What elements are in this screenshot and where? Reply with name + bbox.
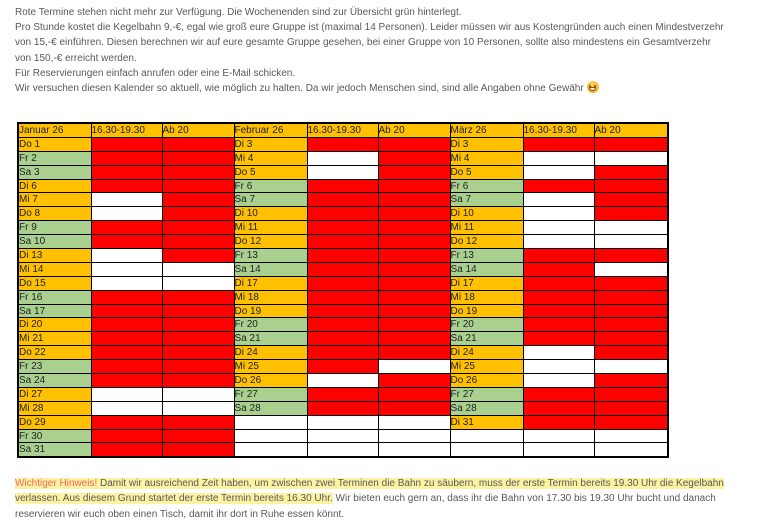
slot-free: [594, 360, 668, 374]
slot-booked: [162, 221, 234, 235]
intro-line-5: Für Reservierungen einfach anrufen oder eine E-Mail schicken.: [15, 67, 296, 79]
date-cell: Di 20: [18, 318, 91, 332]
slot-booked: [91, 165, 162, 179]
date-cell: Di 3: [234, 137, 307, 151]
date-cell: Fr 13: [234, 249, 307, 263]
slot-booked: [162, 235, 234, 249]
slot-booked: [594, 249, 668, 263]
slot-booked: [162, 207, 234, 221]
date-cell: Do 5: [450, 165, 523, 179]
date-cell: Mi 28: [18, 401, 91, 415]
slot1-header-month1: 16.30-19.30: [91, 123, 162, 137]
slot-free: [162, 262, 234, 276]
slot-booked: [307, 346, 378, 360]
slot-booked: [378, 179, 450, 193]
intro-line-4: von 150,-€ erreicht werden.: [15, 52, 137, 64]
slot-booked: [162, 443, 234, 457]
slot-booked: [162, 415, 234, 429]
slot-free: [523, 360, 594, 374]
footer-normal-text: Wir bieten euch gern an, dass ihr die Bahn von 17.30 bis 19.30 Uhr bucht und danach reservieren wir euch oben einen Tisch, damit ihr dort in Ruhe essen könnt.: [15, 493, 716, 520]
availability-calendar: [17, 122, 669, 458]
slot-booked: [91, 318, 162, 332]
date-cell: Do 15: [18, 276, 91, 290]
slot-booked: [523, 249, 594, 263]
date-cell: Do 26: [450, 374, 523, 388]
slot-booked: [307, 318, 378, 332]
slot-booked: [307, 221, 378, 235]
slot-booked: [307, 262, 378, 276]
slot-booked: [594, 304, 668, 318]
slot-booked: [594, 207, 668, 221]
slot-booked: [523, 401, 594, 415]
date-cell: Do 19: [450, 304, 523, 318]
month-header-month2: Februar 26: [234, 123, 307, 137]
slot-booked: [307, 290, 378, 304]
slot-booked: [91, 360, 162, 374]
slot-free: [162, 387, 234, 401]
slot-free: [523, 443, 594, 457]
date-cell: Do 22: [18, 346, 91, 360]
date-cell: Sa 21: [450, 332, 523, 346]
slot-free: [307, 443, 378, 457]
slot-booked: [594, 374, 668, 388]
slot-booked: [378, 137, 450, 151]
date-cell: Mi 25: [234, 360, 307, 374]
slot-free: [378, 415, 450, 429]
date-cell: Di 31: [450, 415, 523, 429]
empty-date-cell: [450, 443, 523, 457]
date-cell: Sa 21: [234, 332, 307, 346]
month-header-month3: März 26: [450, 123, 523, 137]
date-cell: Fr 20: [450, 318, 523, 332]
slot-booked: [162, 179, 234, 193]
slot-booked: [594, 193, 668, 207]
slot-booked: [91, 179, 162, 193]
slot-free: [91, 401, 162, 415]
slot-booked: [378, 401, 450, 415]
date-cell: Do 12: [450, 235, 523, 249]
slot-free: [594, 429, 668, 443]
date-cell: Sa 31: [18, 443, 91, 457]
slot-booked: [523, 332, 594, 346]
slot-booked: [378, 235, 450, 249]
slot-free: [91, 193, 162, 207]
date-cell: Mi 11: [234, 221, 307, 235]
date-cell: Di 17: [450, 276, 523, 290]
beaming-face-emoji: [587, 81, 599, 93]
date-cell: Fr 23: [18, 360, 91, 374]
slot-booked: [523, 262, 594, 276]
slot-booked: [378, 221, 450, 235]
date-cell: Di 24: [450, 346, 523, 360]
slot-booked: [307, 193, 378, 207]
slot-booked: [307, 276, 378, 290]
slot-booked: [162, 332, 234, 346]
intro-text: [15, 5, 724, 96]
slot-booked: [91, 137, 162, 151]
date-cell: Sa 7: [450, 193, 523, 207]
date-cell: Sa 3: [18, 165, 91, 179]
slot-booked: [91, 429, 162, 443]
date-cell: Do 1: [18, 137, 91, 151]
empty-date-cell: [234, 415, 307, 429]
slot-booked: [378, 262, 450, 276]
date-cell: Fr 9: [18, 221, 91, 235]
date-cell: Fr 6: [234, 179, 307, 193]
date-cell: Fr 20: [234, 318, 307, 332]
slot-booked: [594, 401, 668, 415]
slot-booked: [162, 360, 234, 374]
slot-free: [307, 165, 378, 179]
slot-booked: [523, 137, 594, 151]
slot-booked: [378, 165, 450, 179]
slot-booked: [378, 332, 450, 346]
slot-booked: [91, 346, 162, 360]
date-cell: Mi 11: [450, 221, 523, 235]
slot-booked: [307, 179, 378, 193]
slot-free: [523, 207, 594, 221]
slot-booked: [162, 304, 234, 318]
date-cell: Sa 28: [234, 401, 307, 415]
date-cell: Di 24: [234, 346, 307, 360]
slot-free: [307, 374, 378, 388]
slot-free: [91, 207, 162, 221]
slot-free: [594, 221, 668, 235]
date-cell: Di 6: [18, 179, 91, 193]
slot-free: [162, 401, 234, 415]
slot-free: [594, 235, 668, 249]
empty-date-cell: [234, 443, 307, 457]
slot-booked: [162, 318, 234, 332]
slot-booked: [523, 318, 594, 332]
slot-free: [91, 249, 162, 263]
slot-booked: [91, 235, 162, 249]
slot-free: [594, 443, 668, 457]
date-cell: Di 17: [234, 276, 307, 290]
slot-free: [307, 415, 378, 429]
date-cell: Mi 18: [450, 290, 523, 304]
slot-booked: [307, 360, 378, 374]
slot-booked: [307, 304, 378, 318]
slot-booked: [162, 374, 234, 388]
empty-date-cell: [234, 429, 307, 443]
slot-free: [523, 193, 594, 207]
date-cell: Do 19: [234, 304, 307, 318]
slot-free: [523, 221, 594, 235]
slot2-header-month2: Ab 20: [378, 123, 450, 137]
date-cell: Do 12: [234, 235, 307, 249]
slot-booked: [307, 235, 378, 249]
date-cell: Mi 21: [18, 332, 91, 346]
slot-free: [307, 429, 378, 443]
slot-booked: [307, 332, 378, 346]
date-cell: Sa 14: [450, 262, 523, 276]
slot-booked: [91, 374, 162, 388]
slot-free: [378, 429, 450, 443]
intro-line-6-text: Wir versuchen diesen Kalender so aktuell, wie möglich zu halten. Da wir jedoch Menschen sind, sind alle Angaben ohne Gewähr: [15, 83, 584, 95]
slot-booked: [378, 193, 450, 207]
slot-booked: [91, 304, 162, 318]
date-cell: Fr 27: [450, 387, 523, 401]
slot-booked: [594, 387, 668, 401]
slot2-header-month1: Ab 20: [162, 123, 234, 137]
date-cell: Di 3: [450, 137, 523, 151]
date-cell: Fr 13: [450, 249, 523, 263]
slot-booked: [378, 304, 450, 318]
slot-booked: [523, 415, 594, 429]
footer-highlighted-text: Damit wir ausreichend Zeit haben, um zwischen zwei Terminen die Bahn zu säubern, muss der erste Termin bereits 19.30 Uhr die Kegelbahn verlassen. Aus diesem Grund startet der erste Termin bereits 16.30 Uhr.: [15, 478, 724, 505]
slot-booked: [307, 387, 378, 401]
slot-booked: [594, 332, 668, 346]
slot-booked: [594, 346, 668, 360]
slot-booked: [523, 387, 594, 401]
slot-booked: [91, 332, 162, 346]
slot2-header-month3: Ab 20: [594, 123, 668, 137]
slot-free: [91, 387, 162, 401]
date-cell: Mi 4: [450, 151, 523, 165]
slot-booked: [378, 249, 450, 263]
slot-booked: [523, 304, 594, 318]
slot-booked: [162, 429, 234, 443]
slot-free: [378, 360, 450, 374]
intro-line-1: Rote Termine stehen nicht mehr zur Verfügung. Die Wochenenden sind zur Übersicht grün hinterlegt.: [15, 7, 462, 18]
date-cell: Mi 18: [234, 290, 307, 304]
slot-booked: [91, 151, 162, 165]
slot-free: [523, 165, 594, 179]
slot-booked: [594, 165, 668, 179]
slot-booked: [594, 179, 668, 193]
date-cell: Sa 17: [18, 304, 91, 318]
slot-booked: [307, 137, 378, 151]
slot-free: [523, 151, 594, 165]
date-cell: Mi 7: [18, 193, 91, 207]
date-cell: Mi 25: [450, 360, 523, 374]
date-cell: Do 5: [234, 165, 307, 179]
empty-date-cell: [450, 429, 523, 443]
slot-booked: [378, 318, 450, 332]
slot-free: [91, 262, 162, 276]
slot-booked: [162, 165, 234, 179]
slot-booked: [162, 151, 234, 165]
date-cell: Sa 14: [234, 262, 307, 276]
slot-booked: [594, 137, 668, 151]
footer-note: [15, 476, 761, 522]
date-cell: Do 8: [18, 207, 91, 221]
slot-booked: [594, 318, 668, 332]
slot-booked: [91, 415, 162, 429]
slot-free: [91, 276, 162, 290]
slot-free: [162, 276, 234, 290]
slot-booked: [91, 443, 162, 457]
date-cell: Sa 28: [450, 401, 523, 415]
slot-booked: [307, 207, 378, 221]
month-header-month1: Januar 26: [18, 123, 91, 137]
slot-booked: [378, 346, 450, 360]
warning-label: Wichtiger Hinweis!: [15, 478, 98, 489]
slot-booked: [307, 249, 378, 263]
date-cell: Fr 6: [450, 179, 523, 193]
intro-line-2: Pro Stunde kostet die Kegelbahn 9,-€, egal wie groß eure Gruppe ist (maximal 14 Personen). Leider müssen wir aus Kostengründen auch einen Mindestverzehr: [15, 22, 724, 34]
slot-free: [523, 235, 594, 249]
slot1-header-month3: 16.30-19.30: [523, 123, 594, 137]
slot-booked: [162, 193, 234, 207]
slot-booked: [378, 276, 450, 290]
date-cell: Di 10: [234, 207, 307, 221]
slot-booked: [523, 179, 594, 193]
slot-booked: [594, 290, 668, 304]
slot-booked: [162, 249, 234, 263]
date-cell: Fr 27: [234, 387, 307, 401]
slot-free: [594, 262, 668, 276]
slot-free: [594, 151, 668, 165]
slot-free: [307, 151, 378, 165]
slot-booked: [162, 290, 234, 304]
date-cell: Mi 4: [234, 151, 307, 165]
slot-booked: [378, 374, 450, 388]
slot-booked: [378, 387, 450, 401]
slot-free: [523, 374, 594, 388]
slot-free: [378, 443, 450, 457]
intro-line-3: von 15,-€ einführen. Diesen berechnen wir auf eure gesamte Gruppe gesehen, bei einer Gruppe von 10 Personen, sollte also mindestens ein Gesamtverzehr: [15, 37, 711, 49]
slot-booked: [523, 276, 594, 290]
intro-line-6: [15, 81, 724, 96]
slot-booked: [523, 290, 594, 304]
date-cell: Fr 16: [18, 290, 91, 304]
date-cell: Sa 10: [18, 235, 91, 249]
date-cell: Mi 14: [18, 262, 91, 276]
slot-booked: [378, 290, 450, 304]
date-cell: Sa 7: [234, 193, 307, 207]
slot-booked: [378, 151, 450, 165]
slot1-header-month2: 16.30-19.30: [307, 123, 378, 137]
date-cell: Di 13: [18, 249, 91, 263]
slot-booked: [307, 401, 378, 415]
slot-booked: [594, 415, 668, 429]
date-cell: Fr 2: [18, 151, 91, 165]
date-cell: Do 29: [18, 415, 91, 429]
date-cell: Di 27: [18, 387, 91, 401]
slot-booked: [378, 207, 450, 221]
slot-booked: [162, 346, 234, 360]
slot-free: [523, 429, 594, 443]
slot-booked: [91, 290, 162, 304]
date-cell: Sa 24: [18, 374, 91, 388]
slot-booked: [594, 276, 668, 290]
date-cell: Fr 30: [18, 429, 91, 443]
slot-booked: [91, 221, 162, 235]
date-cell: Di 10: [450, 207, 523, 221]
slot-free: [523, 346, 594, 360]
slot-booked: [162, 137, 234, 151]
date-cell: Do 26: [234, 374, 307, 388]
